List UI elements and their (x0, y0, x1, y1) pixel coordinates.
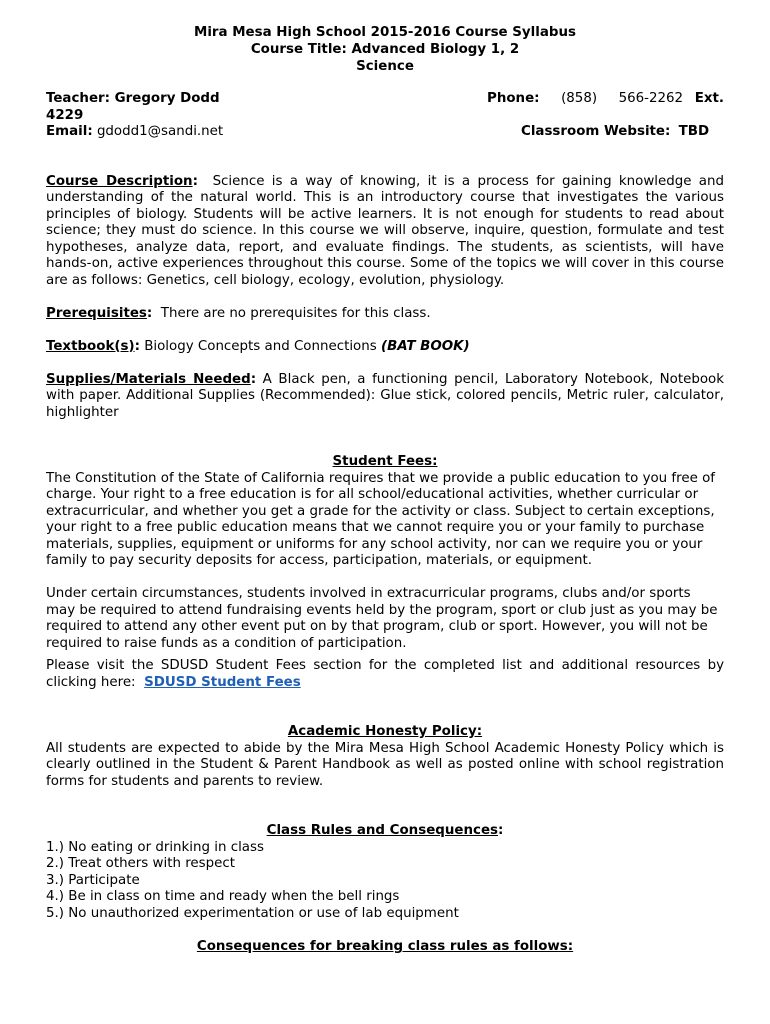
syllabus-page (46, 24, 724, 956)
student-fees-section (46, 454, 724, 691)
phone-area: (858) (561, 91, 598, 106)
list-item: 2.) Treat others with respect (46, 856, 235, 871)
supplies: Supplies/Materials Needed: A Black pen, a functioning pencil, Laboratory Notebook, Notebook with paper. Additional Supplies (Recommended): Glue stick, colored pencils, Metric ruler, calculator, highlighter (46, 371, 724, 420)
website-label: Classroom Website: (521, 124, 671, 139)
phone-label: Phone: (487, 91, 540, 106)
textbook-title: Biology Concepts and Connections (144, 338, 377, 354)
title-block (46, 24, 724, 75)
academic-honesty-section (46, 724, 724, 790)
textbook-note: (BAT BOOK) (380, 338, 470, 354)
email-value[interactable]: gdodd1@sandi.net (96, 124, 224, 139)
supplies-label: Supplies/Materials Needed (46, 371, 251, 387)
student-fees-para3: Please visit the SDUSD Student Fees section for the completed list and additional resources by clicking here: SDUSD Student Fees (46, 658, 724, 690)
email-label: Email: (46, 124, 93, 139)
course-description: Course Description: Science is a way of knowing, it is a process for gaining knowledge and understanding of the natural world. This is an introductory course that investigates the various principles of biology. Students will be active learners. It is not enough for students to read about science; they must do science. In this course we will observe, inquire, question, formulate and test hypotheses, analyze data, report, and evaluate findings. The students, as scientists, will have hands-on, active experiences throughout this course. Some of the topics we will cover in this course are as follows: Genetics, cell biology, ecology, evolution, physiology. (46, 173, 724, 288)
consequences-heading: Consequences for breaking class rules as follows: (196, 939, 574, 954)
list-item: 1.) No eating or drinking in class (46, 839, 264, 855)
textbook-label: Textbook(s) (46, 338, 135, 354)
student-fees-para1: The Constitution of the State of California requires that we provide a public education to you free of charge. Your right to a free education is for all school/educational activities, whether curricular or extracurricular, and whether you get a grade for the activity or class. Subject to certain exceptions, your right to a free public education means that we cannot require you or your family to purchase materials, supplies, equipment or uniforms for any school activity, nor can we require you or your family to pay security deposits for access, participation, materials, or equipment. (46, 470, 715, 568)
academic-honesty-text: All students are expected to abide by the Mira Mesa High School Academic Honesty Policy which is clearly outlined in the Student & Parent Handbook as well as posted online with school registration forms for students and parents to review. (46, 740, 724, 789)
class-rules-section (46, 823, 724, 922)
website-group (521, 124, 709, 141)
contact-block (46, 91, 724, 141)
sdusd-student-fees-link[interactable]: SDUSD Student Fees (144, 674, 301, 690)
student-fees-heading: Student Fees: (332, 454, 438, 469)
prerequisites-text: There are no prerequisites for this class. (160, 305, 431, 321)
list-item: 3.) Participate (46, 872, 140, 888)
ext-label: Ext. (694, 91, 724, 106)
phone-group (487, 91, 683, 108)
school-title: Mira Mesa High School 2015-2016 Course Syllabus (194, 25, 576, 40)
course-description-label: Course Description (46, 173, 193, 189)
department: Science (356, 59, 414, 74)
list-item: 5.) No unauthorized experimentation or use of lab equipment (46, 905, 459, 921)
prerequisites: Prerequisites: There are no prerequisites for this class. (46, 305, 431, 321)
class-rules-list (46, 840, 724, 923)
phone-number: 566-2262 (618, 91, 684, 106)
student-fees-para2: Under certain circumstances, students involved in extracurricular programs, clubs and/or sports may be required to attend fundraising events held by the program, sport or club just as you may be required to attend any other event put on by that program, club or sport. However, you will not be required to raise funds as a condition of participation. (46, 586, 718, 651)
course-title: Course Title: Advanced Biology 1, 2 (250, 42, 520, 57)
class-rules-heading: Class Rules and Consequences: (266, 823, 504, 838)
prerequisites-label: Prerequisites (46, 305, 147, 321)
academic-honesty-heading: Academic Honesty Policy: (287, 724, 483, 739)
list-item: 4.) Be in class on time and ready when the bell rings (46, 889, 400, 904)
course-description-text: Science is a way of knowing, it is a process for gaining knowledge and understanding of the natural world. This is an introductory course that investigates the various principles of biology. Students will be active learners. It is not enough for students to read about science; they must do science. In this course we will observe, inquire, question, formulate and test hypotheses, analyze data, report, and evaluate findings. The students, as scientists, will have hands-on, active experiences throughout this course. Some of the topics we will cover in this course are as follows: Genetics, cell biology, ecology, evolution, physiology. (46, 173, 724, 288)
teacher-label: Teacher: Gregory Dodd (46, 91, 220, 106)
website-value: TBD (678, 124, 710, 139)
email-group (46, 124, 223, 141)
ext-number: 4229 (46, 107, 84, 123)
supplies-text: A Black pen, a functioning pencil, Laboratory Notebook, Notebook with paper. Additional Supplies (Recommended): Glue stick, colored pencils, Metric ruler, calculator, highlighter (46, 371, 724, 420)
textbook: Textbook(s): Biology Concepts and Connections (BAT BOOK) (46, 338, 470, 354)
